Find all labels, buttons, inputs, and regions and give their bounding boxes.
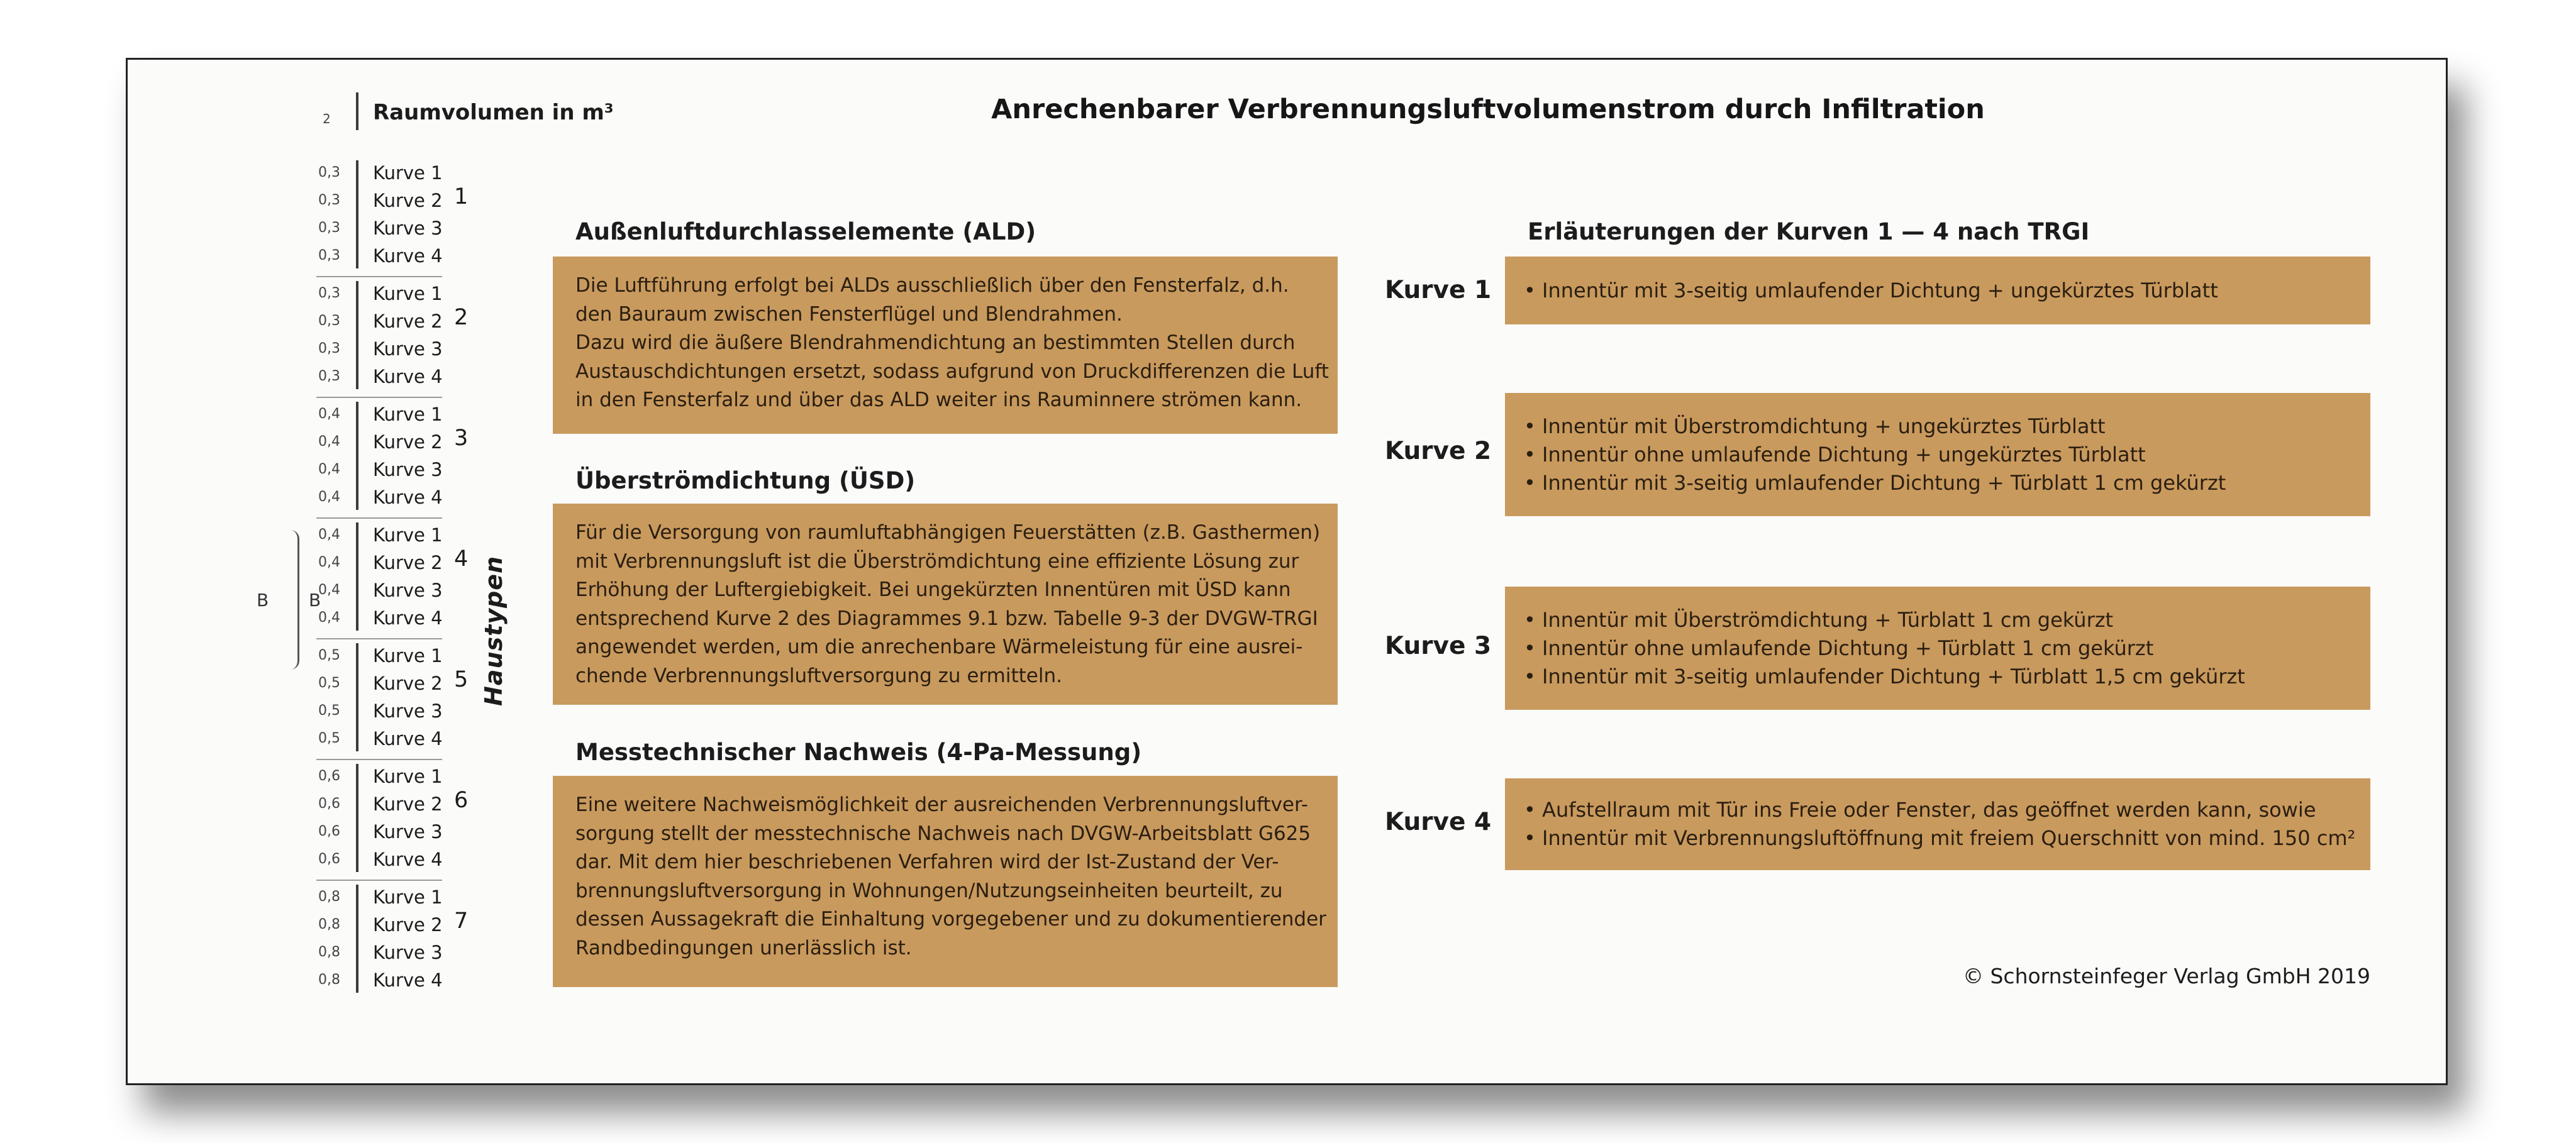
curve-row-label: Kurve 3 (373, 218, 443, 239)
curve-row-label: Kurve 4 (373, 487, 443, 508)
edge-label-right: B (309, 590, 321, 610)
group-separator (316, 276, 442, 277)
curve-item: • Innentür mit 3-seitig umlaufender Dichtung + ungekürztes Türblatt (1524, 278, 2218, 302)
volume-value: 0,3 (318, 192, 340, 208)
info-sheet (126, 58, 2448, 1085)
section-line: chende Verbrennungsluftversorgung zu ermitteln. (575, 664, 1062, 687)
curve-row-label: Kurve 4 (373, 245, 443, 267)
curve-row-label: Kurve 2 (373, 793, 443, 815)
section-box-measurement (553, 776, 1338, 987)
group-divider (356, 281, 358, 389)
section-heading-usd: Überströmdichtung (ÜSD) (575, 467, 916, 494)
curve-label-3: Kurve 3 (1385, 632, 1492, 660)
volume-value: 0,3 (318, 165, 340, 180)
house-type-number: 2 (454, 305, 469, 330)
volume-value: 0,6 (318, 851, 340, 867)
section-line: angewendet werden, um die anrechenbare Wärmeleistung für eine ausrei- (575, 636, 1303, 658)
curve-row-label: Kurve 2 (373, 914, 443, 936)
house-type-number: 4 (454, 546, 469, 572)
section-line: Eine weitere Nachweismöglichkeit der ausreichenden Verbrennungsluftver- (575, 793, 1308, 816)
curve-row-label: Kurve 1 (373, 766, 443, 787)
volume-value: 0,4 (318, 434, 340, 450)
copyright: © Schornsteinfeger Verlag GmbH 2019 (1963, 964, 2370, 988)
curve-row-label: Kurve 1 (373, 645, 443, 666)
volume-value: 0,8 (318, 917, 340, 932)
curve-row-label: Kurve 3 (373, 821, 443, 842)
curve-row-label: Kurve 3 (373, 942, 443, 963)
group-separator (316, 759, 442, 760)
curve-row-label: Kurve 3 (373, 580, 443, 601)
section-line: brennungsluftversorgung in Wohnungen/Nutzungseinheiten beurteilt, zu (575, 879, 1283, 902)
curve-item: • Innentür mit Überstromdichtung + ungekürztes Türblatt (1524, 414, 2106, 438)
volume-header-divider (356, 92, 358, 130)
explanations-heading: Erläuterungen der Kurven 1 — 4 nach TRGI (1528, 218, 2090, 245)
volume-value: 0,6 (318, 796, 340, 812)
curve-row-label: Kurve 2 (373, 190, 443, 211)
curve-row-label: Kurve 4 (373, 607, 443, 629)
group-divider (356, 764, 358, 872)
curve-item: • Innentür ohne umlaufende Dichtung + ungekürztes Türblatt (1524, 442, 2146, 467)
curve-row-label: Kurve 1 (373, 283, 443, 304)
section-line: Für die Versorgung von raumluftabhängigen Feuerstätten (z.B. Gasthermen) (575, 521, 1321, 544)
curve-row-label: Kurve 2 (373, 311, 443, 332)
house-type-number: 1 (454, 184, 469, 209)
volume-value: 0,4 (318, 406, 340, 422)
volume-value: 0,3 (318, 248, 340, 263)
group-separator (316, 397, 442, 398)
volume-value: 0,5 (318, 675, 340, 691)
volume-value: 0,5 (318, 703, 340, 719)
section-line: dar. Mit dem hier beschriebenen Verfahren wird der Ist-Zustand der Ver- (575, 851, 1279, 873)
curve-box-1 (1505, 257, 2370, 324)
volume-value: 0,4 (318, 527, 340, 543)
curve-row-label: Kurve 3 (373, 459, 443, 480)
volume-header-label: Raumvolumen in m³ (373, 100, 614, 125)
curve-box-2 (1505, 393, 2370, 516)
edge-label-left: B (257, 590, 269, 610)
volume-value: 0,4 (318, 555, 340, 570)
group-divider (356, 402, 358, 510)
section-line: Austauschdichtungen ersetzt, sodass aufgrund von Druckdifferenzen die Luft (575, 360, 1329, 383)
volume-value: 0,3 (318, 341, 340, 356)
section-box-ald (553, 257, 1338, 434)
house-type-number: 7 (454, 908, 469, 934)
volume-value: 0,4 (318, 610, 340, 626)
group-divider (356, 160, 358, 268)
haustypen-label: Haustypen (480, 555, 508, 706)
curve-item: • Innentür mit Verbrennungsluftöffnung mit freiem Querschnitt von mind. 150 cm² (1524, 826, 2356, 850)
curve-row-label: Kurve 1 (373, 162, 443, 184)
volume-value: 0,8 (318, 944, 340, 960)
section-line: entsprechend Kurve 2 des Diagrammes 9.1 bzw. Tabelle 9-3 der DVGW-TRGI (575, 607, 1318, 630)
volume-value: 0,4 (318, 489, 340, 505)
group-divider (356, 643, 358, 751)
curve-box-4 (1505, 778, 2370, 870)
section-line: Erhöhung der Luftergiebigkeit. Bei ungekürzten Innentüren mit ÜSD kann (575, 578, 1291, 601)
volume-value: 0,8 (318, 889, 340, 905)
curve-item: • Innentür ohne umlaufende Dichtung + Türblatt 1 cm gekürzt (1524, 636, 2154, 660)
volume-value: 0,6 (318, 768, 340, 784)
curve-row-label: Kurve 2 (373, 431, 443, 453)
curve-item: • Innentür mit 3-seitig umlaufender Dichtung + Türblatt 1 cm gekürzt (1524, 470, 2226, 495)
section-line: sorgung stellt der messtechnische Nachweis nach DVGW-Arbeitsblatt G625 (575, 822, 1311, 845)
curve-row-label: Kurve 1 (373, 404, 443, 425)
house-type-number: 3 (454, 426, 469, 451)
group-separator (316, 638, 442, 639)
volume-value: 0,5 (318, 648, 340, 663)
house-type-number: 6 (454, 788, 469, 813)
section-line: Die Luftführung erfolgt bei ALDs ausschließlich über den Fensterfalz, d.h. (575, 274, 1289, 297)
volume-value: 0,4 (318, 582, 340, 598)
section-heading-ald: Außenluftdurchlasselemente (ALD) (575, 218, 1036, 245)
volume-value: 0,3 (318, 368, 340, 384)
curve-item: • Innentür mit Überströmdichtung + Türblatt 1 cm gekürzt (1524, 607, 2114, 632)
group-divider (356, 522, 358, 631)
section-line: Randbedingungen unerlässlich ist. (575, 936, 912, 959)
volume-value: 0,4 (318, 461, 340, 477)
curve-label-2: Kurve 2 (1385, 437, 1492, 465)
curve-box-3 (1505, 587, 2370, 710)
curve-label-1: Kurve 1 (1385, 276, 1492, 304)
curve-row-label: Kurve 4 (373, 728, 443, 749)
volume-value: 0,3 (318, 220, 340, 236)
house-type-number: 5 (454, 667, 469, 692)
curve-row-label: Kurve 2 (373, 552, 443, 573)
curve-row-label: Kurve 4 (373, 366, 443, 387)
curve-row-label: Kurve 1 (373, 524, 443, 546)
volume-value: 0,3 (318, 285, 340, 301)
edge-bracket (290, 530, 299, 670)
curve-row-label: Kurve 1 (373, 886, 443, 908)
curve-item: • Innentür mit 3-seitig umlaufender Dichtung + Türblatt 1,5 cm gekürzt (1524, 664, 2245, 688)
group-divider (356, 885, 358, 993)
section-heading-measurement: Messtechnischer Nachweis (4-Pa-Messung) (575, 739, 1142, 766)
section-line: Dazu wird die äußere Blendrahmendichtung an bestimmten Stellen durch (575, 331, 1296, 354)
curve-row-label: Kurve 4 (373, 849, 443, 870)
curve-item: • Aufstellraum mit Tür ins Freie oder Fenster, das geöffnet werden kann, sowie (1524, 798, 2316, 822)
page-title: Anrechenbarer Verbrennungsluftvolumenstrom durch Infiltration (991, 94, 1985, 125)
group-separator (316, 880, 442, 881)
volume-value: 0,8 (318, 972, 340, 988)
curve-row-label: Kurve 4 (373, 969, 443, 991)
volume-value: 0,5 (318, 731, 340, 746)
section-line: in den Fensterfalz und über das ALD weiter ins Rauminnere strömen kann. (575, 389, 1302, 411)
section-line: mit Verbrennungsluft ist die Überströmdichtung eine effiziente Lösung zur (575, 549, 1299, 573)
curve-row-label: Kurve 2 (373, 673, 443, 694)
group-separator (316, 517, 442, 519)
curve-label-4: Kurve 4 (1385, 808, 1492, 836)
volume-header-number: 2 (323, 111, 331, 126)
curve-row-label: Kurve 3 (373, 338, 443, 360)
volume-value: 0,6 (318, 824, 340, 839)
section-line: den Bauraum zwischen Fensterflügel und Blendrahmen. (575, 302, 1123, 326)
section-box-usd (553, 504, 1338, 705)
curve-row-label: Kurve 3 (373, 700, 443, 722)
volume-value: 0,3 (318, 313, 340, 329)
section-line: dessen Aussagekraft die Einhaltung vorgegebener und zu dokumentierender (575, 908, 1326, 930)
